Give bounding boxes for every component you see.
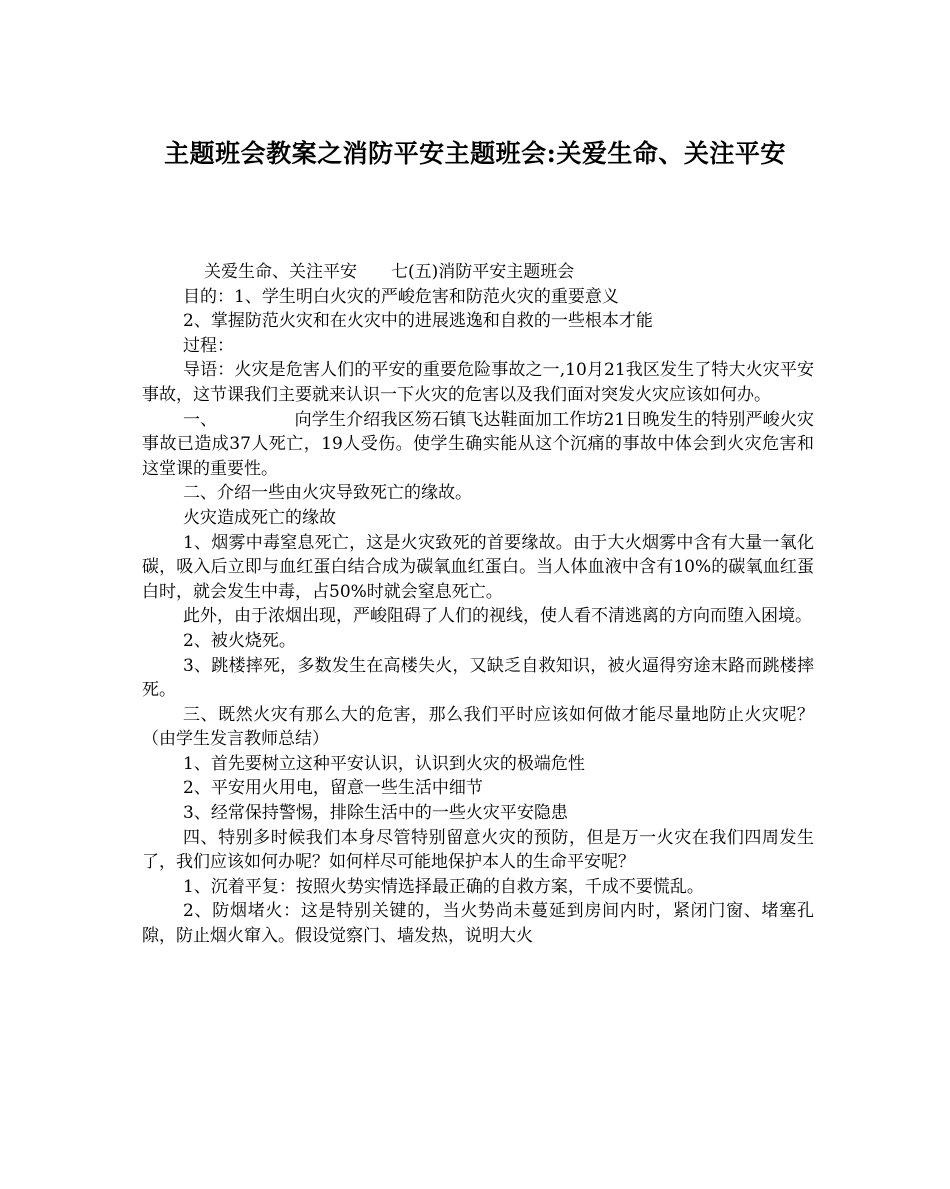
paragraph: 二、介绍一些由火灾导致死亡的缘故。	[183, 483, 472, 504]
paragraph: 此外，由于浓烟出现，严峻阻碍了人们的视线，使人看不清逃离的方向而堕入困境。	[183, 606, 812, 627]
paragraph: 过程：	[183, 335, 234, 356]
paragraph: 四、特别多时候我们本身尽管特别留意火灾的预防，但是万一火灾在我们四周发生了，我们应该如何办呢？如何样尽可能地保护本人的生命平安呢？	[142, 827, 814, 873]
paragraph: 一、 向学生介绍我区笏石镇飞达鞋面加工作坊21日晚发生的特别严峻火灾事故已造成37人死亡，19人受伤。使学生确实能从这个沉痛的事故中体会到火灾危害和这堂课的重要性。	[142, 409, 814, 479]
document-title: 主题班会教案之消防平安主题班会:关爱生命、关注平安	[164, 139, 786, 168]
paragraph: 2、被火烧死。	[183, 630, 296, 651]
paragraph: 三、既然火灾有那么大的危害，那么我们平时应该如何做才能尽量地防止火灾呢？（由学生发言教师总结）	[142, 704, 814, 750]
paragraph: 目的：1、学生明白火灾的严峻危害和防范火灾的重要意义	[183, 286, 619, 307]
paragraph: 1、烟雾中毒窒息死亡，这是火灾致死的首要缘故。由于大火烟雾中含有大量一氧化碳，吸入后立即与血红蛋白结合成为碳氧血红蛋白。当人体血液中含有10%的碳氧血红蛋白时，就会发生中毒，占50%时就会窒息死亡。	[142, 532, 814, 602]
document-body	[142, 260, 814, 949]
paragraph: 关爱生命、关注平安 七(五)消防平安主题班会	[204, 262, 575, 282]
paragraph: 火灾造成死亡的缘故	[183, 507, 336, 528]
paragraph: 1、首先要树立这种平安认识，认识到火灾的极端危性	[183, 753, 585, 774]
paragraph: 3、经常保持警惕，排除生活中的一些火灾平安隐患	[183, 803, 568, 824]
paragraph: 导语：火灾是危害人们的平安的重要危险事故之一,10月21我区发生了特大火灾平安事故，这节课我们主要就来认识一下火灾的危害以及我们面对突发火灾应该如何办。	[142, 360, 814, 405]
paragraph: 3、跳楼摔死，多数发生在高楼失火，又缺乏自救知识，被火逼得穷途末路而跳楼摔死。	[142, 655, 814, 701]
paragraph: 2、掌握防范火灾和在火灾中的进展逃逸和自救的一些根本才能	[183, 311, 653, 332]
paragraph: 2、平安用火用电，留意一些生活中细节	[183, 778, 483, 799]
paragraph: 2、防烟堵火：这是特别关键的，当火势尚未蔓延到房间内时，紧闭门窗、堵塞孔隙，防止烟火窜入。假设觉察门、墙发热，说明大火	[142, 901, 814, 947]
paragraph: 1、沉着平复：按照火势实情选择最正确的自救方案，千成不要慌乱。	[183, 876, 704, 897]
